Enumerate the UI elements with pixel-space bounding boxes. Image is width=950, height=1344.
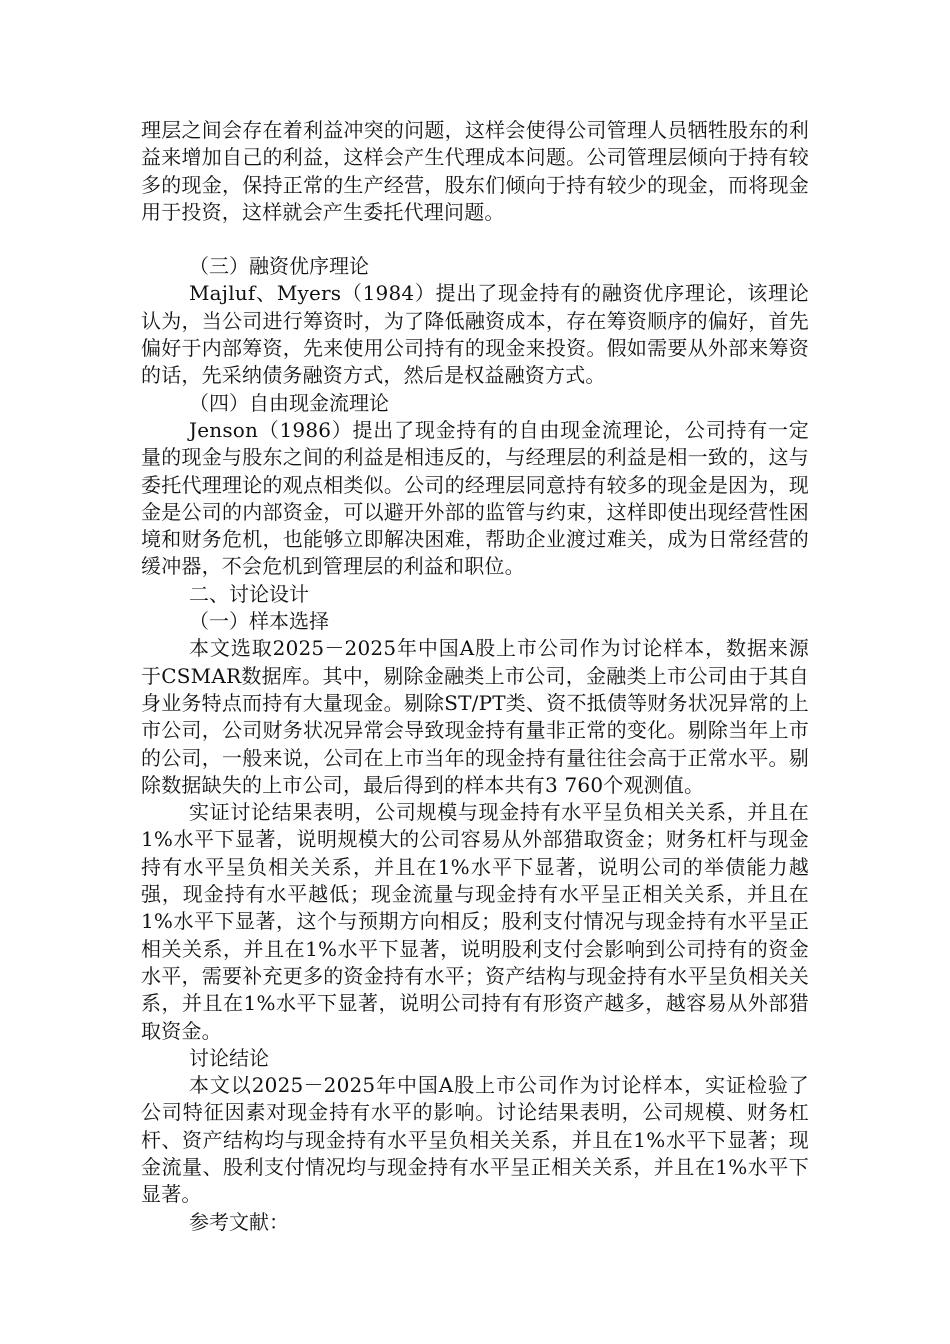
heading-sample-selection: （一）样本选择 — [189, 609, 329, 634]
heading-free-cash-flow: （四）自由现金流理论 — [189, 390, 389, 415]
paragraph-sample-selection: 本文选取2025－2025年中国A股上市公司作为讨论样本，数据来源于CSMAR数据库。其中，剔除金融类上市公司，金融类上市公司由于其自身业务特点而持有大量现金。剔除ST/PT类、资不抵债等财务状况异常的上市公司，公司财务状况异常会导致现金持有量非正常的变化。剔除当年上市的公司，一般来说，公司在上市当年的现金持有量往往会高于正常水平。剔除数据缺失的上市公司，最后得到的样本共有3 760个观测值。 — [141, 636, 809, 797]
heading-pecking-order: （三）融资优序理论 — [189, 254, 369, 279]
paragraph-conclusion: 本文以2025－2025年中国A股上市公司作为讨论样本，实证检验了公司特征因素对现金持有水平的影响。讨论结果表明，公司规模、财务杠杆、资产结构均与现金持有水平呈负相关关系，并且在1%水平下显著；现金流量、股利支付情况均与现金持有水平呈正相关关系，并且在1%水平下显著。 — [141, 1073, 809, 1207]
paragraph-free-cash-flow: Jenson（1986）提出了现金持有的自由现金流理论，公司持有一定量的现金与股东之间的利益是相违反的，与经理层的利益是相一致的，这与委托代理理论的观点相类似。公司的经理层同意持有较多的现金是因为，现金是公司的内部资金，可以避开外部的监管与约束，这样即使出现经营性困境和财务危机，也能够立即解决困难，帮助企业渡过难关，成为日常经营的缓冲器，不会危机到管理层的利益和职位。 — [141, 417, 809, 579]
paragraph-pecking-order: Majluf、Myers（1984）提出了现金持有的融资优序理论，该理论认为，当公司进行筹资时，为了降低融资成本，存在筹资顺序的偏好，首先偏好于内部筹资，先来使用公司持有的现金来投资。假如需要从外部来筹资的话，先采纳债务融资方式，然后是权益融资方式。 — [141, 281, 809, 388]
paragraph-empirical-results: 实证讨论结果表明，公司规模与现金持有水平呈负相关关系，并且在1%水平下显著，说明规模大的公司容易从外部猎取资金；财务杠杆与现金持有水平呈负相关关系，并且在1%水平下显著，说明公司的举债能力越强，现金持有水平越低；现金流量与现金持有水平呈正相关关系，并且在1%水平下显著，这个与预期方向相反；股利支付情况与现金持有水平呈正相关关系，并且在1%水平下显著，说明股利支付会影响到公司持有的资金水平，需要补充更多的资金持有水平；资产结构与现金持有水平呈负相关关系，并且在1%水平下显著，说明公司持有有形资产越多，越容易从外部猎取资金。 — [141, 800, 809, 1043]
heading-research-design: 二、讨论设计 — [189, 581, 309, 606]
document-page — [141, 117, 809, 1236]
paragraph-agency-conflict: 理层之间会存在着利益冲突的问题，这样会使得公司管理人员牺牲股东的利益来增加自己的利益，这样会产生代理成本问题。公司管理层倾向于持有较多的现金，保持正常的生产经营，股东们倾向于持有较少的现金，而将现金用于投资，这样就会产生委托代理问题。 — [141, 118, 809, 224]
heading-references: 参考文献： — [189, 1209, 289, 1234]
heading-conclusion: 讨论结论 — [189, 1045, 269, 1070]
